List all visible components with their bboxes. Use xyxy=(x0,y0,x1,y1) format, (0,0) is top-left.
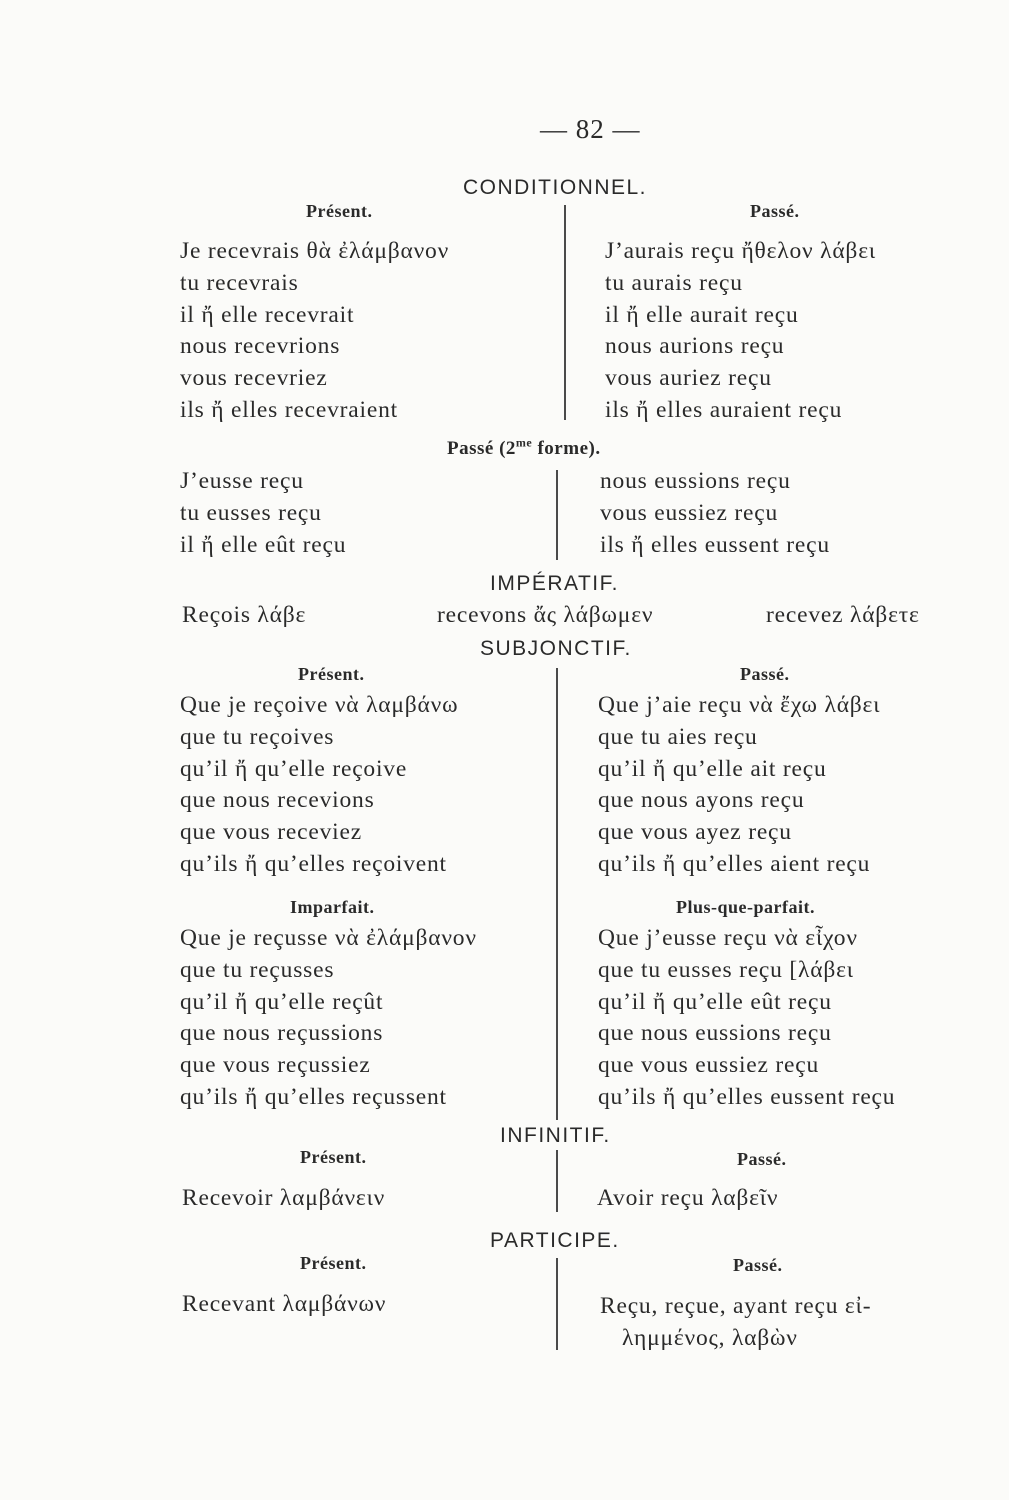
subjonctif-imparfait-list xyxy=(180,923,477,1114)
conjugation-line: que nous ayons reçu xyxy=(598,787,805,814)
conjugation-line: que tu reçoives xyxy=(180,723,335,750)
conjugation-line: que vous eussiez reçu xyxy=(598,1052,820,1079)
conjugation-line: J’eusse reçu xyxy=(180,468,304,494)
imperatif-item: Reçois λάβε xyxy=(182,602,307,628)
conjugation-line: nous eussions reçu xyxy=(600,468,791,494)
column-divider xyxy=(564,205,566,420)
section-title-infinitif: INFINITIF. xyxy=(500,1124,611,1147)
subheading-passe-2me-forme xyxy=(447,435,601,460)
conjugation-line: ils ἤ elles recevraient xyxy=(180,396,398,423)
conditionnel-passe-list xyxy=(605,236,876,427)
heading-end: forme). xyxy=(537,438,601,459)
infinitif-passe-line: Avoir reçu λαβεῖν xyxy=(597,1185,779,1211)
section-title-imperatif: IMPÉRATIF. xyxy=(490,572,619,595)
heading-main: Passé (2 xyxy=(447,438,516,459)
conjugation-line: J’aurais reçu ἤθελον λάβει xyxy=(605,238,876,264)
conjugation-line: tu aurais reçu xyxy=(605,269,743,296)
conjugation-line: vous eussiez reçu xyxy=(600,499,779,526)
conjugation-line: vous recevriez xyxy=(180,365,328,392)
conjugation-line: il ἤ elle eût reçu xyxy=(180,531,347,558)
conjugation-line: que tu reçusses xyxy=(180,956,335,983)
subheading-present: Présent. xyxy=(300,1147,367,1167)
conjugation-line: qu’il ἤ qu’elle eût reçu xyxy=(598,988,832,1015)
subheading-plus-que-parfait: Plus-que-parfait. xyxy=(676,897,815,917)
conjugation-line: Que j’aie reçu νὰ ἔχω λάβει xyxy=(598,692,881,718)
section-title-conditionnel: CONDITIONNEL. xyxy=(463,176,648,199)
conjugation-line: nous aurions reçu xyxy=(605,333,785,360)
conjugation-line: Que je reçoive νὰ λαμβάνω xyxy=(180,692,459,718)
conjugation-line: nous recevrions xyxy=(180,333,341,360)
conjugation-line: que vous ayez reçu xyxy=(598,819,792,846)
column-divider xyxy=(556,1258,558,1350)
subheading-passe: Passé. xyxy=(733,1255,783,1275)
participe-passe-list xyxy=(600,1291,871,1355)
conjugation-line: que nous eussions reçu xyxy=(598,1020,832,1047)
conjugation-line: qu’ils ἤ qu’elles reçussent xyxy=(180,1083,447,1110)
conjugation-line: que tu eusses reçu [λάβει xyxy=(598,956,854,983)
conjugation-line: que vous receviez xyxy=(180,819,362,846)
section-title-subjonctif: SUBJONCTIF. xyxy=(480,637,632,660)
conjugation-line: ils ἤ elles auraient reçu xyxy=(605,396,843,423)
conjugation-line: tu recevrais xyxy=(180,269,299,296)
subheading-passe: Passé. xyxy=(740,664,790,684)
section-title-participe: PARTICIPE. xyxy=(490,1229,620,1252)
subjonctif-passe-list xyxy=(598,690,880,881)
conjugation-line: Que je reçusse νὰ ἐλάμβανον xyxy=(180,925,477,951)
conjugation-line: qu’ils ἤ qu’elles reçoivent xyxy=(180,850,447,877)
column-divider xyxy=(556,470,558,560)
conjugation-line: Je recevrais θὰ ἐλάμβανον xyxy=(180,238,450,264)
conjugation-line: tu eusses reçu xyxy=(180,499,322,526)
imperatif-item: recevez λάβετε xyxy=(766,602,920,628)
conjugation-line: il ἤ elle recevrait xyxy=(180,301,355,328)
conjugation-line: que nous reçussions xyxy=(180,1020,384,1047)
column-divider xyxy=(556,668,558,1120)
infinitif-present-line: Recevoir λαμβάνειν xyxy=(182,1185,386,1211)
subjonctif-plusqueparfait-list xyxy=(598,923,895,1114)
conjugation-line: vous auriez reçu xyxy=(605,365,772,392)
page-number: — 82 — xyxy=(540,114,641,144)
conjugation-line: Que j’eusse reçu νὰ εἶχον xyxy=(598,925,858,951)
conjugation-line: qu’ils ἤ qu’elles eussent reçu xyxy=(598,1083,896,1110)
conjugation-line: que nous recevions xyxy=(180,787,375,814)
subheading-passe: Passé. xyxy=(737,1149,787,1169)
subheading-present: Présent. xyxy=(300,1253,367,1273)
conjugation-line: que vous reçussiez xyxy=(180,1052,371,1079)
participe-present-line: Recevant λαμβάνων xyxy=(182,1291,387,1317)
column-divider xyxy=(556,1150,558,1212)
participe-passe-line: Reçu, reçue, ayant reçu εἰ- xyxy=(600,1293,872,1319)
subheading-present: Présent. xyxy=(298,664,365,684)
passe2-left-list xyxy=(180,466,346,561)
participe-passe-line: λημμένος, λαβὼν xyxy=(622,1324,798,1351)
conjugation-line: qu’il ἤ qu’elle reçoive xyxy=(180,755,408,782)
conjugation-line: qu’il ἤ qu’elle reçût xyxy=(180,988,384,1015)
subjonctif-present-list xyxy=(180,690,458,881)
subheading-passe: Passé. xyxy=(750,201,800,221)
conjugation-line: que tu aies reçu xyxy=(598,723,758,750)
passe2-right-list xyxy=(600,466,830,561)
subheading-present: Présent. xyxy=(306,201,373,221)
subheading-imparfait: Imparfait. xyxy=(290,897,375,917)
conjugation-line: qu’il ἤ qu’elle ait reçu xyxy=(598,755,827,782)
heading-superscript: me xyxy=(515,435,533,450)
imperatif-item: recevons ἄς λάβωμεν xyxy=(437,602,654,628)
conjugation-line: il ἤ elle aurait reçu xyxy=(605,301,799,328)
conjugation-line: ils ἤ elles eussent reçu xyxy=(600,531,830,558)
conditionnel-present-list xyxy=(180,236,449,427)
conjugation-line: qu’ils ἤ qu’elles aient reçu xyxy=(598,850,871,877)
